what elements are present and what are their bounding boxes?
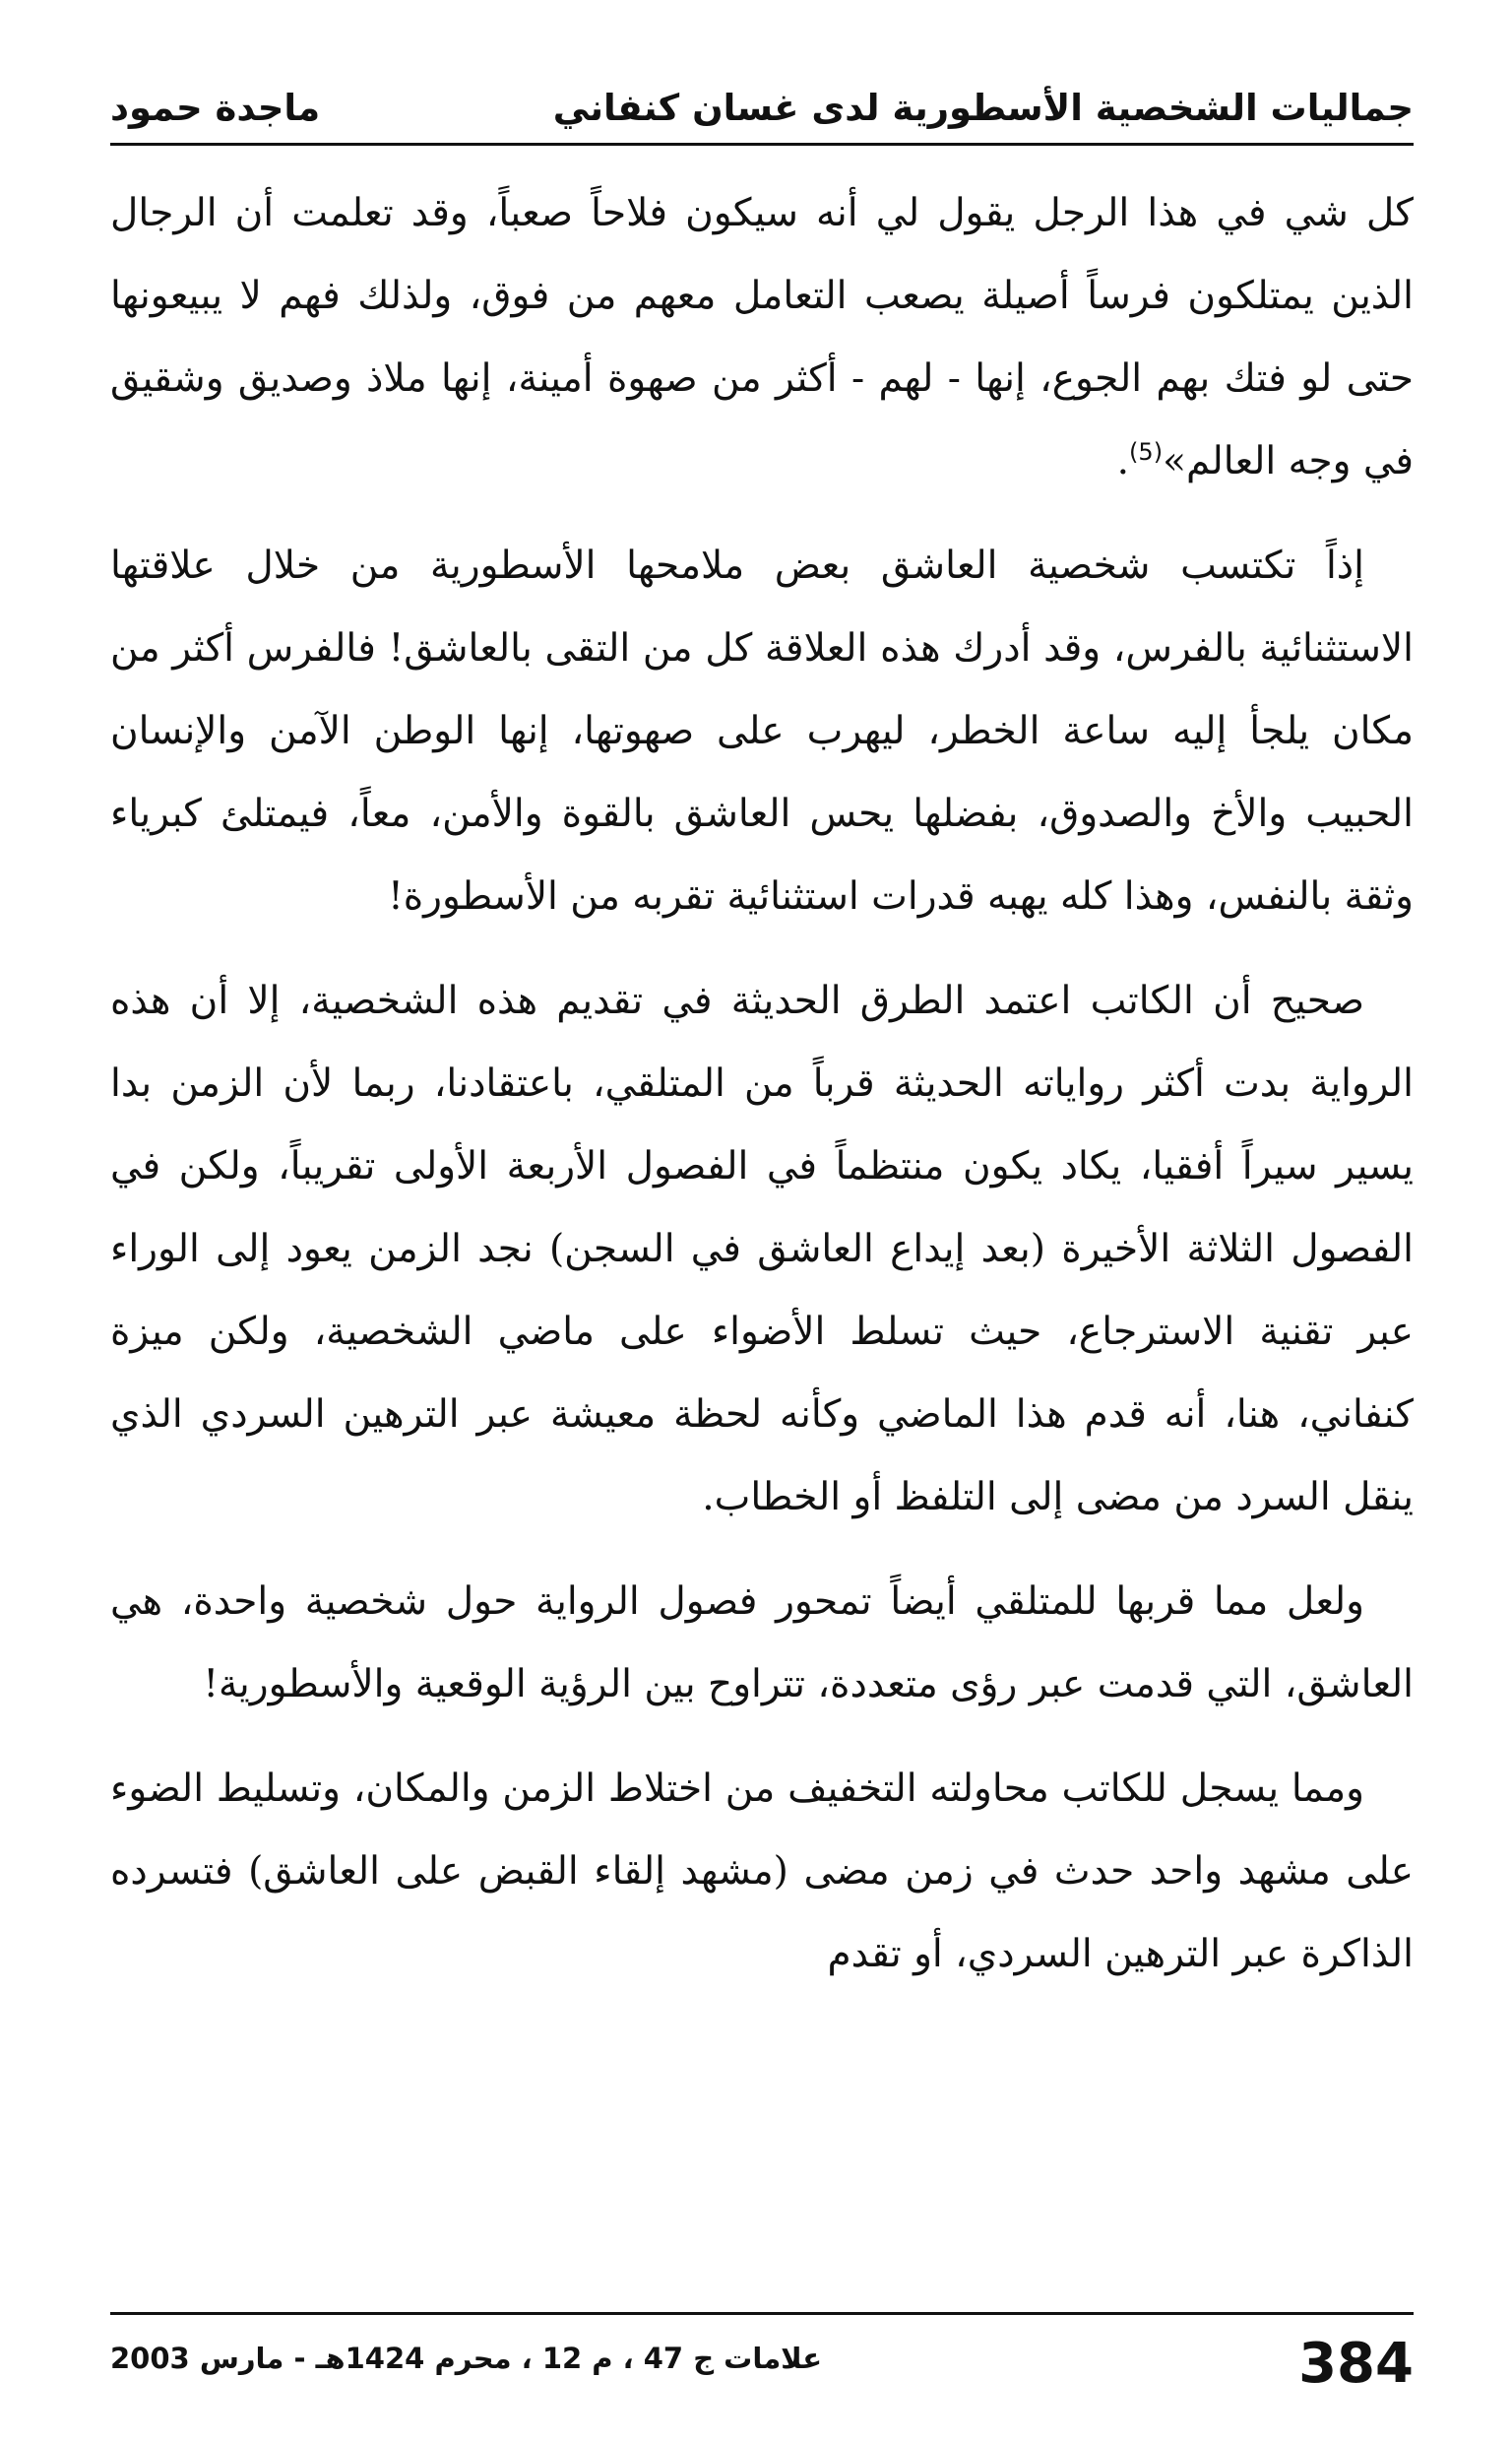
author-name: ماجدة حمود	[110, 86, 321, 129]
footnote-reference: (5)	[1129, 438, 1164, 466]
body-text	[110, 172, 1414, 2299]
running-footer	[110, 2324, 1414, 2403]
page-number: 384	[1298, 2332, 1414, 2396]
paragraph: ولعل مما قربها للمتلقي أيضاً تمحور فصول الرواية حول شخصية واحدة، هي العاشق، التي قدمت عبر رؤى متعددة، تتراوح بين الرؤية الوقعية والأسطورية!	[110, 1579, 1414, 1706]
paragraph: صحيح أن الكاتب اعتمد الطرق الحديثة في تقديم هذه الشخصية، إلا أن هذه الرواية بدت أكثر رواياته الحديثة قرباً من المتلقي، باعتقادنا، ربما لأن الزمن بدا يسير سيراً أفقيا، يكاد يكون منتظماً في الفصول الأربعة الأولى تقريباً، ولكن في الفصول الثلاثة الأخيرة (بعد إيداع العاشق في السجن) نجد الزمن يعود إلى الوراء عبر تقنية الاسترجاع، حيث تسلط الأضواء على ماضي الشخصية، ولكن ميزة كنفاني، هنا، أنه قدم هذا الماضي وكأنه لحظة معيشة عبر الترهين السردي الذي ينقل السرد من مضى إلى التلفظ أو الخطاب.	[110, 979, 1414, 1519]
paragraph-tail: .	[1116, 439, 1130, 483]
paragraph-text: كل شي في هذا الرجل يقول لي أنه سيكون فلاحاً صعباً، وقد تعلمت أن الرجال الذين يمتلكون فرساً أصيلة يصعب التعامل معهم من فوق، ولذلك فهم لا يبيعونها حتى لو فتك بهم الجوع، إنها - لهم - أكثر من صهوة أمينة، إنها ملاذ وصديق وشقيق في وجه العالم»	[110, 191, 1414, 483]
journal-issue-info: علامات ج 47 ، م 12 ، محرم 1424هـ - مارس 2003	[110, 2342, 823, 2375]
header-divider	[110, 143, 1414, 146]
article-title: جماليات الشخصية الأسطورية لدى غسان كنفاني	[552, 86, 1414, 129]
paragraph: ومما يسجل للكاتب محاولته التخفيف من اختلاط الزمن والمكان، وتسليط الضوء على مشهد واحد حدث في زمن مضى (مشهد إلقاء القبض على العاشق) فتسرده الذاكرة عبر الترهين السردي، أو تقدم	[110, 1767, 1414, 1976]
footer-divider	[110, 2312, 1414, 2315]
running-header	[110, 61, 1414, 130]
paragraph-quote	[110, 172, 1414, 503]
paragraph: إذاً تكتسب شخصية العاشق بعض ملامحها الأسطورية من خلال علاقتها الاستثنائية بالفرس، وقد أدرك هذه العلاقة كل من التقى بالعاشق! فالفرس أكثر من مكان يلجأ إليه ساعة الخطر، ليهرب على صهوتها، إنها الوطن الآمن والإنسان الحبيب والأخ والصدوق، بفضلها يحس العاشق بالقوة والأمن، معاً، فيمتلئ كبرياء وثقة بالنفس، وهذا كله يهبه قدرات استثنائية تقربه من الأسطورة!	[110, 544, 1414, 919]
